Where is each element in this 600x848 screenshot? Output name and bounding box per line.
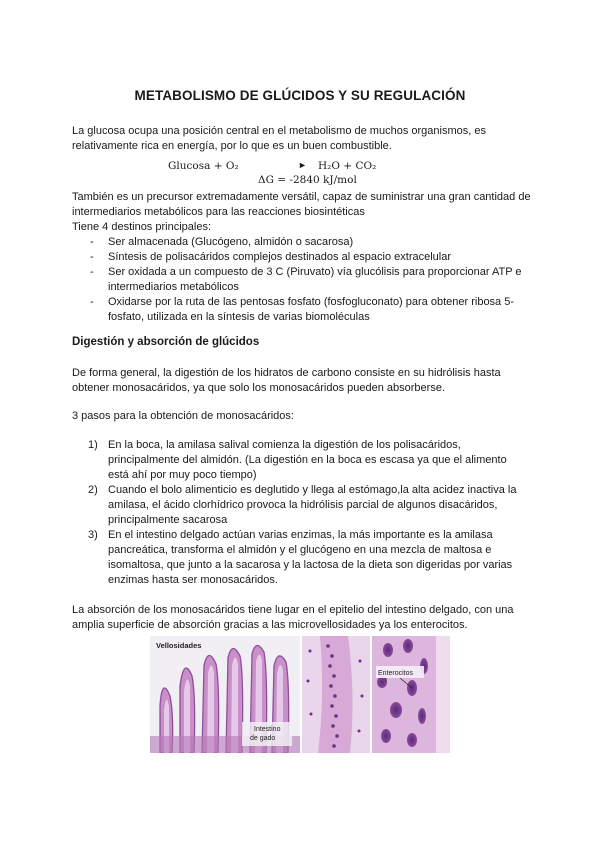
page-title: METABOLISMO DE GLÚCIDOS Y SU REGULACIÓN <box>134 88 466 103</box>
equation-arrow-icon: ► <box>298 160 307 170</box>
intro-paragraph: La glucosa ocupa una posición central en el metabolismo de muchos organismos, es relativamente rica en energía, por lo que es un buen combustible. <box>72 125 486 152</box>
equation-delta-g: ΔG = -2840 kJ/mol <box>258 174 357 186</box>
pasos-list <box>88 438 530 588</box>
dash-bullet-icon: - <box>90 266 94 278</box>
dash-bullet-icon: - <box>90 251 94 263</box>
list-item: 1) En la boca, la amilasa salival comienza la digestión de los polisacáridos, principalmente del almidón. (La digestión en la boca es escasa ya que el alimento está ahí por muy poco tiempo) <box>88 439 507 481</box>
label-enterocitos: Enterocitos <box>378 670 414 677</box>
list-item: - Ser oxidada a un compuesto de 3 C (Piruvato) vía glucólisis para proporcionar ATP e intermediarios metabólicos <box>90 266 522 293</box>
list-item: - Oxidarse por la ruta de las pentosas fosfato (fosfogluconato) para obtener ribosa 5-fosfato, utilizada en la síntesis de varias biomoléculas <box>90 296 515 323</box>
absorcion-paragraph: La absorción de los monosacáridos tiene lugar en el epitelio del intestino delgado, con una amplia superficie de absorción gracias a las microvellosidades ya los enterocitos. <box>72 604 514 631</box>
dash-bullet-icon: - <box>90 296 94 308</box>
equation-reactants: Glucosa + O₂ <box>168 160 239 172</box>
equation-products: H₂O + CO₂ <box>318 160 377 172</box>
dash-bullet-icon: - <box>90 236 94 248</box>
list-item: 3) En el intestino delgado actúan varias enzimas, la más importante es la amilasa pancreática, transforma el almidón y el glucógeno en una mezcla de maltosa e isomaltosa, que junto a la sacarosa y la lactosa de la dieta son digeridas por varias enzimas hasta ser monosacáridos. <box>88 529 513 586</box>
destinos-intro: Tiene 4 destinos principales: <box>72 221 212 233</box>
list-item: - Síntesis de polisacáridos complejos destinados al espacio extracelular <box>90 251 452 263</box>
intestine-histology-image <box>150 636 450 753</box>
list-item: 2) Cuando el bolo alimenticio es deglutido y llega al estómago,la alta acidez inactiva la amilasa, el ácido clorhídrico provoca la hidrólisis parcial de algunos disacáridos, principalmente sacarosa <box>88 484 517 526</box>
pasos-intro: 3 pasos para la obtención de monosacáridos: <box>72 410 294 422</box>
precursor-paragraph: También es un precursor extremadamente versátil, capaz de suministrar una gran cantidad de intermediarios metabólicos para las reacciones biosintéticas <box>72 191 531 218</box>
list-item: - Ser almacenada (Glucógeno, almidón o sacarosa) <box>90 236 354 248</box>
label-intestino-2: de gado <box>250 735 276 742</box>
destinos-list <box>90 235 540 325</box>
digestion-paragraph: De forma general, la digestión de los hidratos de carbono consiste en su hidrólisis hasta obtener monosacáridos, ya que solo los monosacáridos pueden absorberse. <box>72 367 501 394</box>
section-heading: Digestión y absorción de glúcidos <box>72 336 260 348</box>
label-vellosidades: Vellosidades <box>156 641 202 650</box>
label-intestino-1: Intestino <box>254 726 281 733</box>
